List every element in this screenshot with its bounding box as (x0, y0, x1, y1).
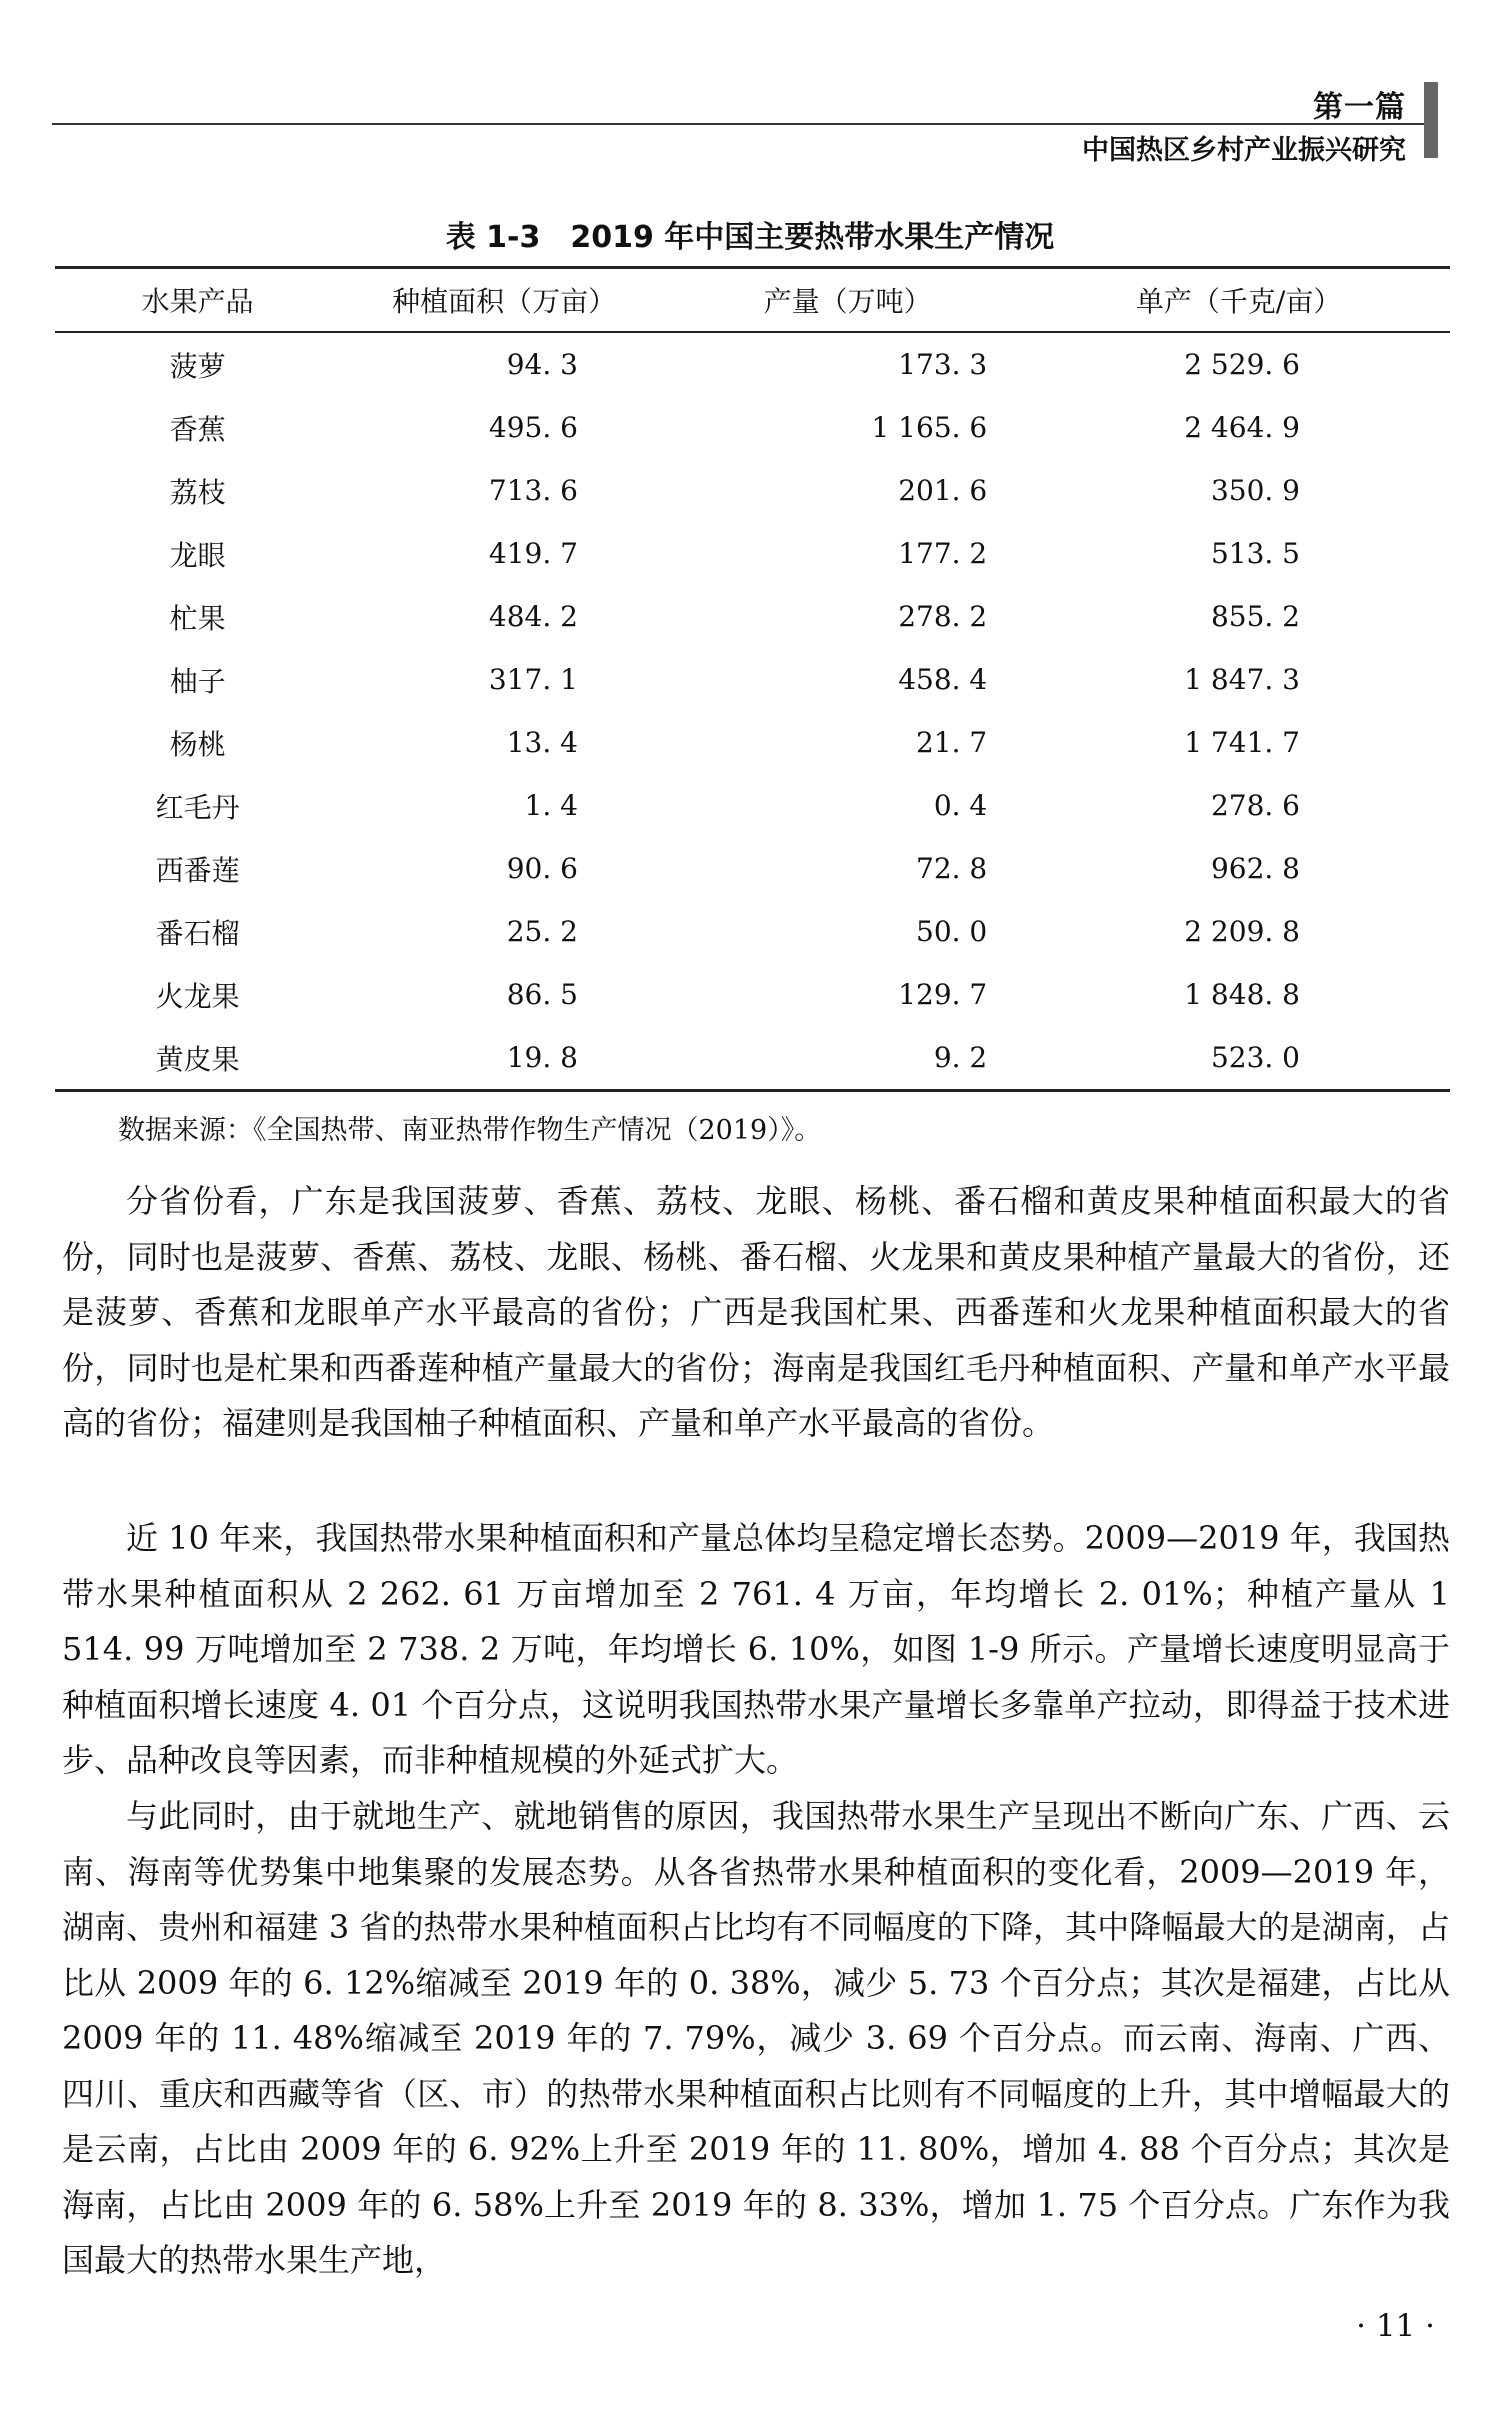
running-header (52, 78, 1438, 166)
table-row (55, 900, 1450, 963)
cell-value: 94. 3 (506, 348, 578, 381)
cell-value: 72. 8 (916, 852, 988, 885)
body-paragraph: 分省份看，广东是我国菠萝、香蕉、荔枝、龙眼、杨桃、番石榴和黄皮果种植面积最大的省份，同时也是菠萝、香蕉、荔枝、龙眼、杨桃、番石榴、火龙果和黄皮果种植产量最大的省份，还是菠萝、香蕉和龙眼单产水平最高的省份；广西是我国杧果、西番莲和火龙果种植面积最大的省份，同时也是杧果和西番莲种植产量最大的省份；海南是我国红毛丹种植面积、产量和单产水平最高的省份；福建则是我国柚子种植面积、产量和单产水平最高的省份。 (62, 1182, 1450, 1442)
cell-value: 129. 7 (898, 978, 988, 1011)
header-book-title: 中国热区乡村产业振兴研究 (1082, 135, 1406, 166)
cell-value: 278. 2 (898, 600, 988, 633)
column-header: 种植面积（万亩） (340, 268, 668, 333)
table-row (55, 963, 1450, 1026)
fruit-name-cell: 香蕉 (169, 412, 226, 446)
cell-value: 25. 2 (506, 915, 578, 948)
table-row (55, 396, 1450, 459)
column-header: 产量（万吨） (668, 268, 1027, 333)
table-row (55, 522, 1450, 585)
table-row (55, 837, 1450, 900)
value-cell (668, 774, 1027, 837)
fruit-name-cell: 黄皮果 (55, 1026, 340, 1091)
table-row (55, 711, 1450, 774)
cell-value: 495. 6 (488, 411, 578, 444)
value-cell (668, 396, 1027, 459)
cell-value: 350. 9 (1210, 474, 1300, 507)
data-source-note: 数据来源：《全国热带、南亚热带作物生产情况（2019）》。 (118, 1115, 822, 1146)
table-row (55, 1026, 1450, 1091)
value-cell (340, 459, 668, 522)
cell-value: 458. 4 (898, 663, 988, 696)
value-cell (340, 900, 668, 963)
value-cell (668, 963, 1027, 1026)
fruit-name-cell: 柚子 (169, 664, 226, 698)
fruit-name-cell: 杧果 (169, 601, 226, 635)
column-header: 单产（千克/亩） (1027, 268, 1450, 333)
value-cell (668, 459, 1027, 522)
value-cell (668, 648, 1027, 711)
value-cell (1027, 459, 1450, 522)
cell-value: 9. 2 (933, 1041, 988, 1074)
cell-value: 173. 3 (898, 348, 988, 381)
cell-value: 484. 2 (488, 600, 578, 633)
fruit-name-cell: 红毛丹 (155, 790, 240, 824)
cell-value: 90. 6 (506, 852, 578, 885)
cell-value: 2 529. 6 (1184, 348, 1300, 381)
cell-value: 513. 5 (1210, 537, 1300, 570)
value-cell (1027, 648, 1450, 711)
cell-value: 1 741. 7 (1184, 726, 1300, 759)
table-row (55, 332, 1450, 396)
value-cell (1027, 963, 1450, 1026)
value-cell (1027, 332, 1450, 396)
value-cell (340, 396, 668, 459)
cell-value: 317. 1 (488, 663, 578, 696)
body-paragraph: 与此同时，由于就地生产、就地销售的原因，我国热带水果生产呈现出不断向广东、广西、云南、海南等优势集中地集聚的发展态势。从各省热带水果种植面积的变化看，2009—2019 年，湖南、贵州和福建 3 省的热带水果种植面积占比均有不同幅度的下降，其中降幅最大的是湖南，占比从 2009 年的 6. 12%缩减至 2019 年的 0. 38%，减少 5. 73 个百分点；其次是福建，占比从 2009 年的 11. 48%缩减至 2019 年的 7. 79%，减少 3. 69 个百分点。而云南、海南、广西、四川、重庆和西藏等省（区、市）的热带水果种植面积占比则有不同幅度的上升，其中增幅最大的是云南，占比由 2009 年的 6. 92%上升至 2019 年的 11. 80%，增加 4. 88 个百分点；其次是海南，占比由 2009 年的 6. 58%上升至 2019 年的 8. 33%，增加 1. 75 个百分点。广东作为我国最大的热带水果生产地， (62, 1797, 1450, 2279)
cell-value: 13. 4 (506, 726, 578, 759)
column-header: 水果产品 (55, 268, 340, 333)
fruit-name-cell: 荔枝 (169, 475, 226, 509)
header-rule (52, 123, 1424, 125)
value-cell (340, 774, 668, 837)
cell-value: 1 848. 8 (1184, 978, 1300, 1011)
fruit-name-cell: 菠萝 (169, 349, 226, 383)
fruit-name-cell: 番石榴 (155, 916, 240, 950)
fruit-name-cell: 杨桃 (169, 727, 226, 761)
cell-value: 1 165. 6 (871, 411, 988, 444)
table-header-row (55, 268, 1450, 333)
cell-value: 21. 7 (916, 726, 988, 759)
value-cell (340, 711, 668, 774)
cell-value: 19. 8 (506, 1041, 578, 1074)
table-row (55, 585, 1450, 648)
value-cell (668, 900, 1027, 963)
fruit-production-table (55, 266, 1450, 1092)
table-title: 表 1-3 2019 年中国主要热带水果生产情况 (445, 220, 1055, 255)
value-cell (1027, 585, 1450, 648)
value-cell (1027, 522, 1450, 585)
value-cell (668, 522, 1027, 585)
cell-value: 177. 2 (898, 537, 988, 570)
cell-value: 962. 8 (1210, 852, 1300, 885)
cell-value: 419. 7 (488, 537, 578, 570)
cell-value: 855. 2 (1210, 600, 1300, 633)
cell-value: 2 209. 8 (1184, 915, 1300, 948)
value-cell (340, 585, 668, 648)
value-cell (1027, 396, 1450, 459)
header-part-label: 第一篇 (1313, 90, 1406, 125)
value-cell (1027, 711, 1450, 774)
value-cell (668, 711, 1027, 774)
value-cell (1027, 774, 1450, 837)
body-paragraph: 近 10 年来，我国热带水果种植面积和产量总体均呈稳定增长态势。2009—2019 年，我国热带水果种植面积从 2 262. 61 万亩增加至 2 761. 4 万亩，年均增长 2. 01%；种植产量从 1 514. 99 万吨增加至 2 738. 2 万吨，年均增长 6. 10%，如图 1-9 所示。产量增长速度明显高于种植面积增长速度 4. 01 个百分点，这说明我国热带水果产量增长多靠单产拉动，即得益于技术进步、品种改良等因素，而非种植规模的外延式扩大。 (62, 1519, 1450, 1779)
header-side-bar (1424, 82, 1438, 158)
cell-value: 2 464. 9 (1184, 411, 1300, 444)
value-cell (668, 1026, 1027, 1091)
table-row (55, 648, 1450, 711)
value-cell (340, 332, 668, 396)
cell-value: 201. 6 (898, 474, 988, 507)
value-cell (340, 522, 668, 585)
cell-value: 278. 6 (1210, 789, 1300, 822)
cell-value: 1. 4 (524, 789, 578, 822)
cell-value: 1 847. 3 (1184, 663, 1300, 696)
table-row (55, 774, 1450, 837)
cell-value: 0. 4 (933, 789, 988, 822)
table-row (55, 459, 1450, 522)
value-cell (668, 837, 1027, 900)
page-number: · 11 · (1356, 2308, 1435, 2344)
value-cell (340, 648, 668, 711)
value-cell (340, 837, 668, 900)
fruit-name-cell: 火龙果 (155, 979, 240, 1013)
value-cell (668, 332, 1027, 396)
value-cell (1027, 1026, 1450, 1091)
fruit-name-cell: 西番莲 (155, 853, 240, 887)
cell-value: 86. 5 (506, 978, 578, 1011)
cell-value: 713. 6 (488, 474, 578, 507)
value-cell (1027, 837, 1450, 900)
cell-value: 50. 0 (916, 915, 988, 948)
cell-value: 523. 0 (1210, 1041, 1300, 1074)
fruit-name-cell: 龙眼 (169, 538, 226, 572)
value-cell (668, 585, 1027, 648)
value-cell (340, 1026, 668, 1091)
value-cell (1027, 900, 1450, 963)
value-cell (340, 963, 668, 1026)
